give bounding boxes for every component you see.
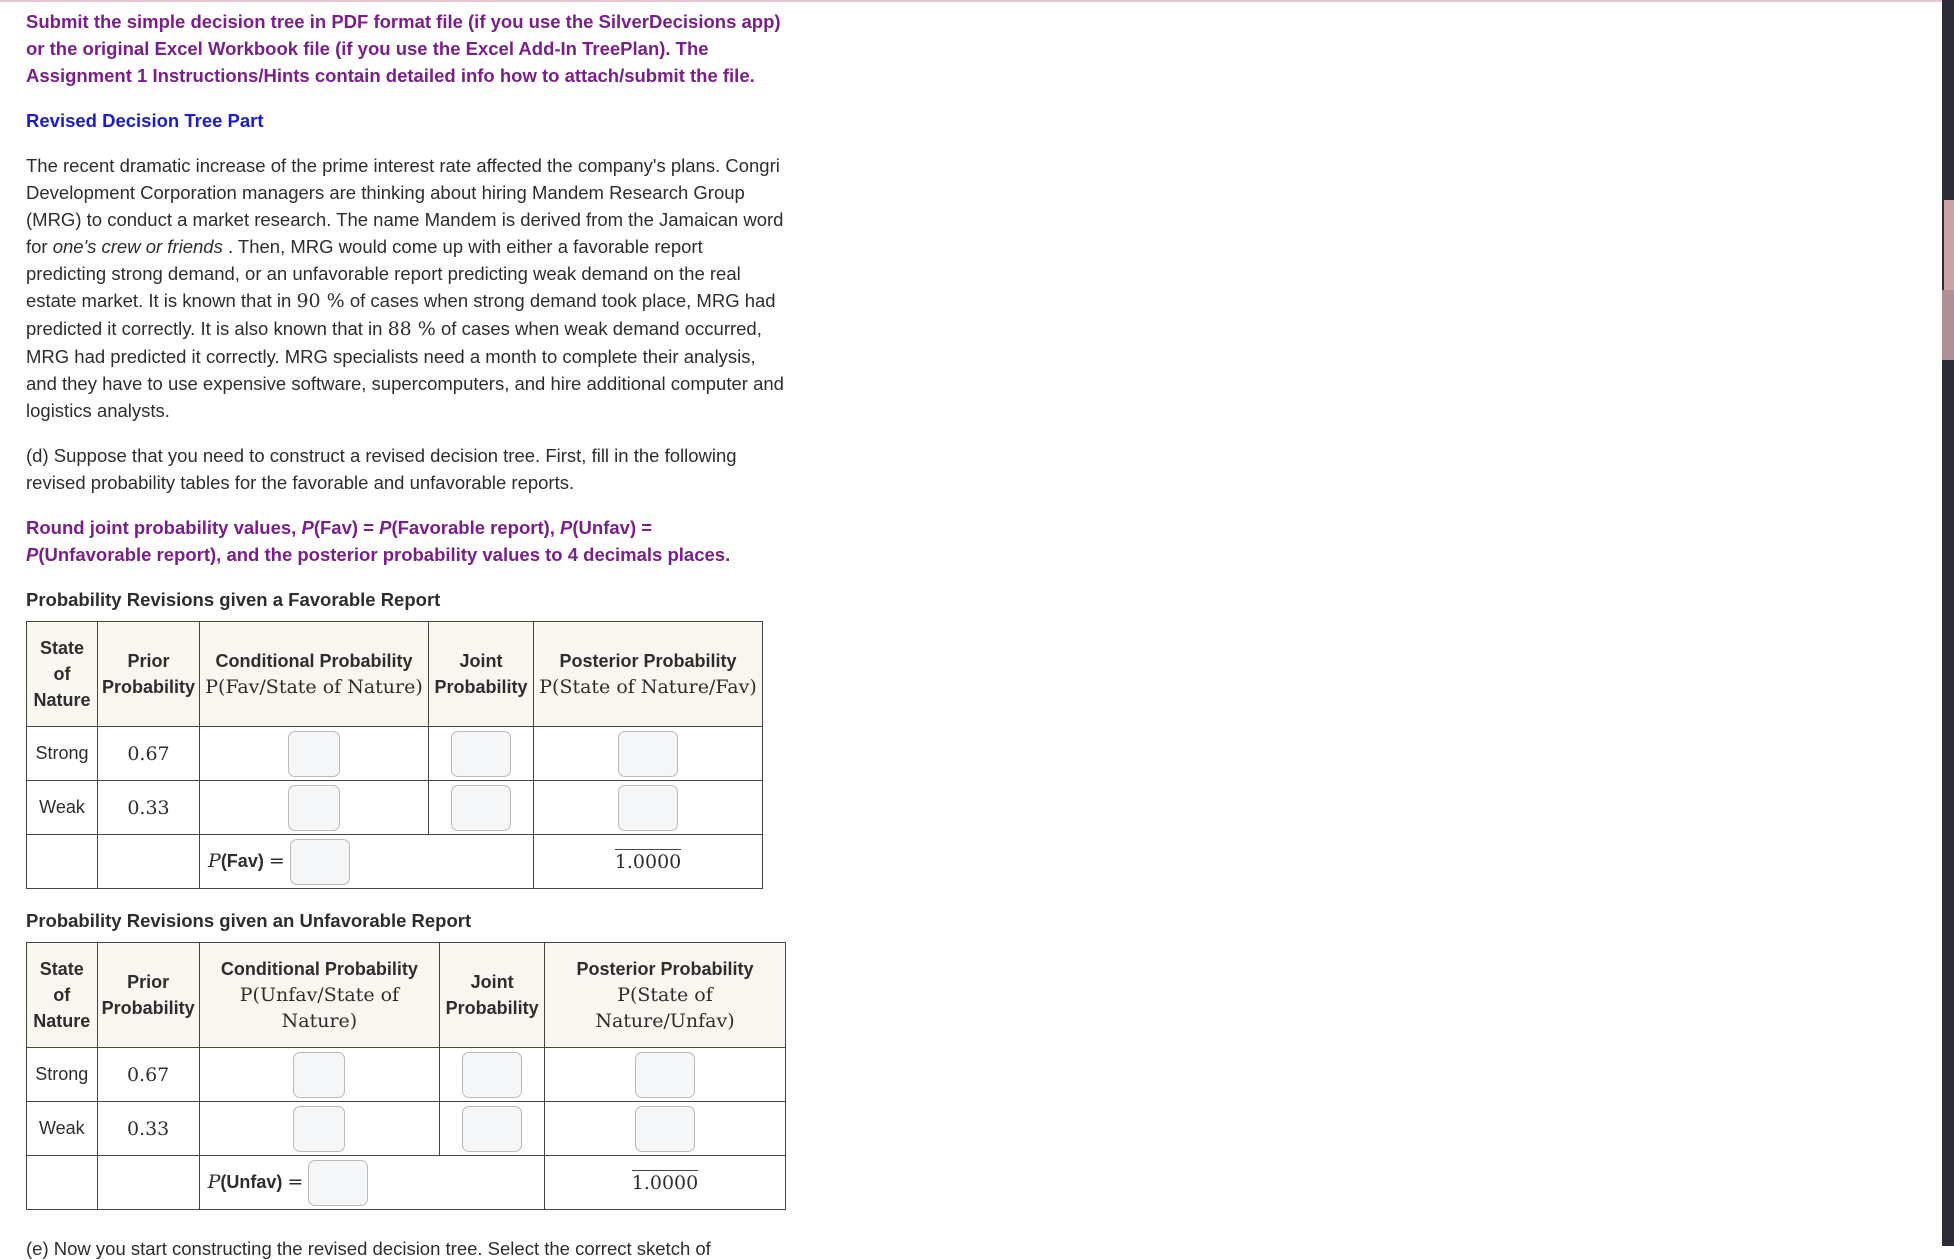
header-conditional-math: P(Fav/State of Nature) — [205, 676, 423, 698]
header-posterior-label: Posterior Probability — [559, 651, 737, 671]
punfav-input[interactable] — [308, 1160, 368, 1206]
header-conditional-label: Conditional Probability — [220, 959, 418, 979]
unfav-table-title: Probability Revisions given an Unfavorable Report — [26, 910, 472, 931]
fav-weak-joint-input[interactable] — [451, 785, 511, 831]
unfav-weak-posterior-input[interactable] — [635, 1106, 695, 1152]
header-posterior — [534, 622, 763, 727]
prior-cell: 0.67 — [98, 727, 200, 781]
state-cell: Strong — [27, 1048, 98, 1102]
prior-cell: 0.33 — [98, 781, 200, 835]
table-row — [27, 727, 763, 781]
header-state: State of Nature — [27, 943, 98, 1048]
posterior-cell — [534, 727, 763, 781]
punfav-label: (Unfav) — [220, 1171, 283, 1192]
header-conditional — [199, 943, 440, 1048]
conditional-cell — [200, 781, 429, 835]
fav-weak-posterior-input[interactable] — [618, 785, 678, 831]
pfav-p: P — [208, 849, 221, 872]
unfav-weak-joint-input[interactable] — [462, 1106, 522, 1152]
unfav-strong-conditional-input[interactable] — [293, 1052, 345, 1098]
rounding-text-b: (Fav) = — [313, 517, 380, 538]
table-sum-row — [27, 1156, 786, 1210]
table-row — [27, 1048, 786, 1102]
section-title: Revised Decision Tree Part — [26, 110, 264, 131]
header-posterior — [544, 943, 785, 1048]
header-posterior-math: P(State of Nature/Fav) — [539, 676, 757, 698]
empty-cell — [98, 835, 200, 889]
rounding-p2: P — [379, 517, 392, 538]
question-e-cutoff: (e) Now you start constructing the revised decision tree. Select the correct sketch of — [26, 1238, 711, 1259]
joint-cell — [429, 781, 534, 835]
fav-strong-joint-input[interactable] — [451, 731, 511, 777]
fav-probability-table — [26, 621, 763, 889]
posterior-total: 1.0000 — [631, 1171, 699, 1194]
pfav-input[interactable] — [290, 839, 350, 885]
joint-cell — [440, 1048, 545, 1102]
submission-instructions: Submit the simple decision tree in PDF format file (if you use the SilverDecisions app) or the original Excel Workbook file (if you use the Excel Add-In TreePlan). The Assignment 1 Instructions/Hints contain detailed info how to attach/submit the file. — [26, 11, 781, 86]
rounding-text-e: (Unfavorable report), and the posterior probability values to 4 decimals places. — [38, 544, 731, 565]
punfav-p: P — [207, 1170, 221, 1193]
rounding-p1: P — [301, 517, 314, 538]
table-header-row — [27, 943, 786, 1048]
rounding-p3: P — [560, 517, 573, 538]
conditional-cell — [200, 727, 429, 781]
state-cell: Weak — [27, 1102, 98, 1156]
table-header-row — [27, 622, 763, 727]
unfav-strong-posterior-input[interactable] — [635, 1052, 695, 1098]
fav-weak-conditional-input[interactable] — [288, 785, 340, 831]
empty-cell — [97, 1156, 199, 1210]
rounding-text-d: (Unfav) = — [572, 517, 653, 538]
table-row — [27, 781, 763, 835]
fav-strong-posterior-input[interactable] — [618, 731, 678, 777]
adjacent-window-edge — [1942, 0, 1954, 1246]
pfav-cell — [200, 835, 534, 889]
posterior-cell — [534, 781, 763, 835]
fav-strong-conditional-input[interactable] — [288, 731, 340, 777]
posterior-total-cell — [544, 1156, 785, 1210]
question-content — [26, 8, 786, 1210]
header-joint: Joint Probability — [429, 622, 534, 727]
header-posterior-label: Posterior Probability — [576, 959, 754, 979]
posterior-cell — [544, 1102, 785, 1156]
question-d: (d) Suppose that you need to construct a revised decision tree. First, fill in the following revised probability tables for the favorable and unfavorable reports. — [26, 445, 737, 493]
empty-cell — [27, 835, 98, 889]
rounding-text-a: Round joint probability values, — [26, 517, 302, 538]
accuracy-weak: 88 % — [387, 318, 436, 340]
scenario-text-2: . Then, MRG would come up with either a favorable report predicting strong demand, or an unfavorable report predicting weak demand on the real estate market. It is known that in — [26, 236, 741, 311]
punfav-cell — [199, 1156, 544, 1210]
posterior-total-cell — [534, 835, 763, 889]
unfav-weak-conditional-input[interactable] — [293, 1106, 345, 1152]
prior-cell: 0.33 — [97, 1102, 199, 1156]
conditional-cell — [199, 1048, 440, 1102]
pfav-label: (Fav) — [220, 850, 264, 871]
header-joint: Joint Probability — [440, 943, 545, 1048]
top-divider — [0, 0, 1954, 2]
header-state: State of Nature — [27, 622, 98, 727]
accuracy-strong: 90 % — [296, 290, 345, 312]
state-cell: Weak — [27, 781, 98, 835]
header-conditional — [200, 622, 429, 727]
scenario-text-1: The recent dramatic increase of the prime interest rate affected the company's plans. Congri Development Corporation managers are thinking about hiring Mandem Research Group (MRG) to conduct a market research. The name Mandem is derived from the Jamaican word for — [26, 155, 784, 257]
scenario-paragraph — [26, 152, 786, 424]
header-prior: Prior Probability — [98, 622, 200, 727]
scenario-text-3: of cases when strong demand took place, MRG had predicted it correctly. It is also known that in — [26, 290, 776, 339]
scenario-text-4: of cases when weak demand occurred, MRG had predicted it correctly. MRG specialists need a month to complete their analysis, and they have to use expensive software, supercomputers, and hire additional computer and logistics analysts. — [26, 318, 784, 421]
header-conditional-label: Conditional Probability — [215, 651, 413, 671]
posterior-total: 1.0000 — [614, 850, 682, 873]
scenario-italic: one's crew or friends — [52, 236, 223, 257]
adjacent-window-panel-dark — [1942, 290, 1954, 360]
conditional-cell — [199, 1102, 440, 1156]
rounding-text-c: (Favorable report), — [391, 517, 561, 538]
joint-cell — [429, 727, 534, 781]
table-sum-row — [27, 835, 763, 889]
empty-cell — [27, 1156, 98, 1210]
header-posterior-math: P(State of Nature/Unfav) — [595, 984, 735, 1032]
pfav-equals: = — [268, 849, 285, 872]
posterior-cell — [544, 1048, 785, 1102]
header-prior: Prior Probability — [97, 943, 199, 1048]
rounding-note — [26, 514, 786, 568]
prior-cell: 0.67 — [97, 1048, 199, 1102]
state-cell: Strong — [27, 727, 98, 781]
fav-table-title: Probability Revisions given a Favorable Report — [26, 589, 441, 610]
joint-cell — [440, 1102, 545, 1156]
table-row — [27, 1102, 786, 1156]
punfav-equals: = — [287, 1170, 304, 1193]
rounding-p4: P — [26, 544, 39, 565]
header-conditional-math: P(Unfav/State of Nature) — [239, 984, 400, 1032]
unfav-strong-joint-input[interactable] — [462, 1052, 522, 1098]
unfav-probability-table — [26, 942, 786, 1210]
